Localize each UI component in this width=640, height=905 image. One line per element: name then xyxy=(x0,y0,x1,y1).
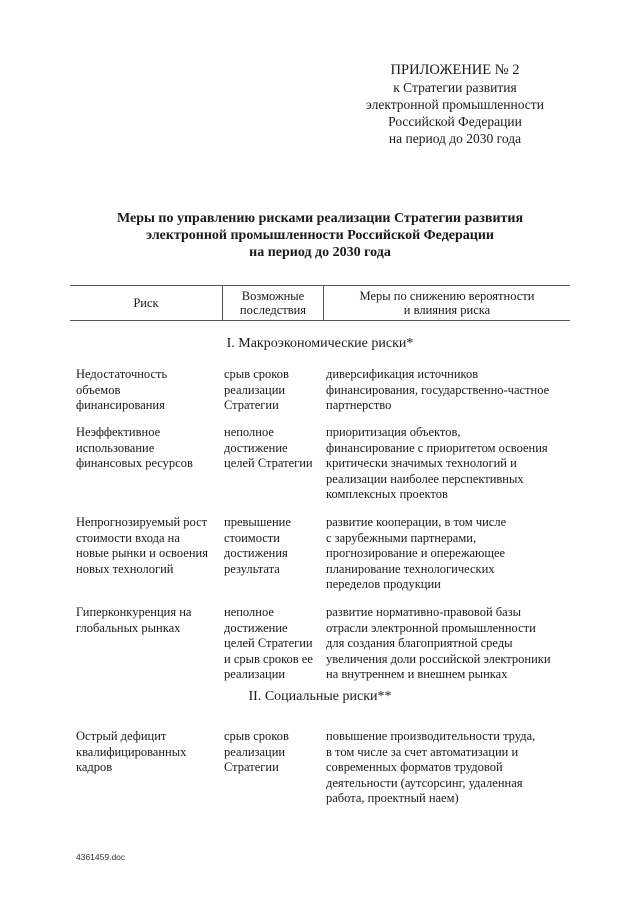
column-header-risk xyxy=(70,286,223,320)
measures-cell-line: партнерство xyxy=(326,398,392,412)
column-header-measures-line: и влияния риска xyxy=(403,303,491,317)
document-title xyxy=(60,210,580,261)
measures-cell-line: реализации наиболее перспективных xyxy=(326,471,524,486)
measures-cell xyxy=(326,729,570,807)
risk-cell-line: новых технологий xyxy=(76,561,174,576)
column-header-consequences-line: Возможные xyxy=(241,289,305,303)
consequences-cell xyxy=(224,367,324,414)
column-header-risk-text: Риск xyxy=(133,296,159,310)
risk-cell-line: Острый дефицит xyxy=(76,729,167,743)
consequences-cell-line: реализации xyxy=(224,744,286,759)
risk-cell xyxy=(76,729,222,776)
column-header-consequences xyxy=(223,286,324,320)
consequences-cell-line: реализации xyxy=(224,382,286,397)
annex-block xyxy=(340,62,570,147)
consequences-cell-line: стоимости xyxy=(224,530,280,545)
consequences-cell-line: неполное xyxy=(224,605,274,619)
consequences-cell xyxy=(224,729,324,776)
measures-cell-line: развитие нормативно-правовой базы xyxy=(326,605,522,619)
measures-cell-line: на внутреннем и внешнем рынках xyxy=(326,667,508,681)
measures-cell-line: работа, проектный наем) xyxy=(326,791,459,805)
measures-cell-line: комплексных проектов xyxy=(326,487,448,501)
risk-cell-line: финансирования xyxy=(76,398,165,412)
section-title: I. Макроэкономические риски* xyxy=(226,336,414,351)
measures-cell-line: переделов продукции xyxy=(326,577,441,591)
measures-cell-line: деятельности (аутсорсинг, удаленная xyxy=(326,775,523,790)
consequences-cell-line: целей Стратегии xyxy=(224,456,313,470)
measures-cell-line: развитие кооперации, в том числе xyxy=(326,515,507,529)
measures-cell-line: прогнозирование и опережающее xyxy=(326,546,506,560)
consequences-cell-line: превышение xyxy=(224,515,291,529)
consequences-cell-line: достижение xyxy=(224,440,288,455)
section-title: II. Социальные риски** xyxy=(248,689,392,704)
risk-cell-line: Неэффективное xyxy=(76,425,161,439)
risk-cell-line: использование xyxy=(76,440,155,455)
measures-cell-line: с зарубежными партнерами, xyxy=(326,530,477,545)
document-filename: 4361459.doc xyxy=(76,852,126,862)
risk-cell-line: Недостаточность xyxy=(76,367,168,381)
risk-cell xyxy=(76,605,222,636)
risk-cell-line: глобальных рынках xyxy=(76,620,181,635)
consequences-cell-line: неполное xyxy=(224,425,274,439)
measures-cell xyxy=(326,515,570,593)
consequences-cell-line: срыв сроков xyxy=(224,729,289,743)
consequences-cell xyxy=(224,515,324,577)
column-header-consequences-line: последствия xyxy=(239,303,307,317)
consequences-cell-line: целей Стратегии xyxy=(224,636,313,650)
measures-cell-line: приоритизация объектов, xyxy=(326,425,461,439)
consequences-cell-line: и срыв сроков ее xyxy=(224,651,313,666)
risk-cell-line: финансовых ресурсов xyxy=(76,456,193,470)
risk-cell xyxy=(76,367,222,414)
risk-cell-line: квалифицированных xyxy=(76,744,187,759)
measures-cell-line: для создания благоприятной среды xyxy=(326,636,513,650)
annex-line: Российской Федерации xyxy=(388,114,522,129)
annex-line: на период до 2030 года xyxy=(388,131,522,146)
measures-cell-line: диверсификация источников xyxy=(326,367,479,381)
document-title-line: на период до 2030 года xyxy=(249,245,391,260)
risk-cell-line: объемов xyxy=(76,382,121,397)
consequences-cell-line: Стратегии xyxy=(224,760,279,774)
risk-cell-line: стоимости входа на xyxy=(76,530,180,545)
consequences-cell-line: реализации xyxy=(224,667,286,681)
measures-cell-line: критически значимых технологий и xyxy=(326,456,517,470)
annex-line: электронной промышленности xyxy=(366,97,544,112)
column-header-measures xyxy=(324,286,570,320)
measures-cell xyxy=(326,605,570,683)
consequences-cell xyxy=(224,605,324,683)
risk-cell-line: Гиперконкуренция на xyxy=(76,605,192,619)
document-title-line: электронной промышленности Российской Федерации xyxy=(146,228,494,243)
annex-line: к Стратегии развития xyxy=(393,80,517,95)
measures-cell-line: современных форматов трудовой xyxy=(326,760,503,774)
risk-cell-line: новые рынки и освоения xyxy=(76,546,208,560)
measures-cell-line: в том числе за счет автоматизации и xyxy=(326,744,519,759)
consequences-cell-line: достижение xyxy=(224,620,288,635)
document-title-line: Меры по управлению рисками реализации Стратегии развития xyxy=(116,211,524,226)
measures-cell xyxy=(326,425,570,503)
measures-cell-line: финансирования, государственно-частное xyxy=(326,382,550,397)
consequences-cell-line: Стратегии xyxy=(224,398,279,412)
measures-cell-line: повышение производительности труда, xyxy=(326,729,536,743)
risk-cell-line: кадров xyxy=(76,760,113,774)
measures-cell-line: отрасли электронной промышленности xyxy=(326,620,536,635)
measures-cell-line: финансирование с приоритетом освоения xyxy=(326,440,548,455)
risk-cell-line: Непрогнозируемый рост xyxy=(76,515,208,529)
annex-title: ПРИЛОЖЕНИЕ № 2 xyxy=(390,62,520,78)
consequences-cell-line: срыв сроков xyxy=(224,367,289,381)
consequences-cell-line: результата xyxy=(224,561,280,576)
measures-cell-line: увеличения доли российской электроники xyxy=(326,651,551,666)
measures-cell-line: планирование технологических xyxy=(326,561,495,576)
consequences-cell-line: достижения xyxy=(224,546,288,560)
risk-cell xyxy=(76,425,222,472)
risk-cell xyxy=(76,515,222,577)
table-header xyxy=(70,285,570,321)
measures-cell xyxy=(326,367,570,414)
consequences-cell xyxy=(224,425,324,472)
column-header-measures-line: Меры по снижению вероятности xyxy=(359,289,535,303)
